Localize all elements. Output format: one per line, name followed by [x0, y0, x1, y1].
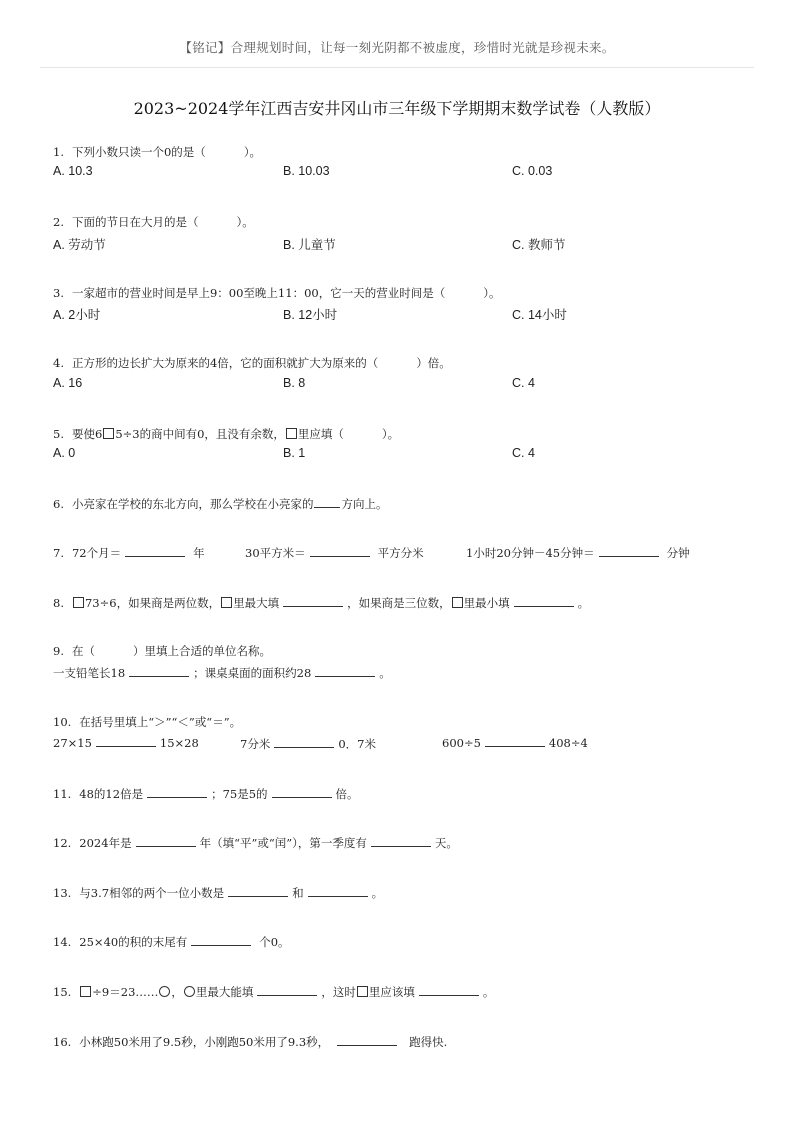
question-text: 下列小数只读一个0的是（: [71, 145, 206, 159]
box-symbol: [80, 986, 91, 997]
answer-blank[interactable]: [147, 787, 207, 798]
question-text: 下面的节日在大月的是（: [71, 215, 199, 229]
question-number: 2.: [53, 215, 64, 229]
answer-blank[interactable]: [315, 666, 375, 677]
option-c[interactable]: C. 4: [512, 376, 535, 390]
question-text: 2024年是: [79, 836, 132, 850]
question-text: 天。: [434, 836, 458, 850]
question-number: 6.: [53, 497, 64, 511]
question-text: 在（: [71, 644, 95, 658]
box-symbol: [452, 597, 463, 608]
question-7-part-3: [466, 545, 690, 561]
question-text: 小亮家在学校的东北方向，那么学校在小亮家的: [71, 497, 314, 511]
question-10: [53, 714, 241, 730]
question-text: 年（填“平”或“闰”），第一季度有: [199, 836, 367, 850]
question-10-comparison-1: [53, 736, 199, 750]
question-7-part-2: [245, 545, 424, 561]
question-text: ）。: [236, 215, 254, 229]
question-number: 5.: [53, 427, 64, 441]
question-text: 0．7米: [338, 737, 376, 751]
answer-blank[interactable]: [314, 497, 340, 508]
question-text: ，这时: [321, 985, 356, 999]
question-text: 在括号里填上“＞”“＜”或“＝”。: [79, 715, 242, 729]
question-1: [53, 144, 261, 160]
question-number: 13.: [53, 886, 72, 900]
answer-blank[interactable]: [125, 546, 185, 557]
answer-blank[interactable]: [485, 736, 545, 747]
answer-blank[interactable]: [308, 886, 368, 897]
question-14: [53, 934, 290, 950]
answer-blank[interactable]: [136, 836, 196, 847]
question-text: 方向上。: [341, 497, 388, 511]
answer-blank[interactable]: [599, 546, 659, 557]
question-6: [53, 496, 387, 512]
option-a[interactable]: A. 劳动节: [53, 238, 106, 252]
box-symbol: [286, 428, 297, 439]
box-symbol: [221, 597, 232, 608]
answer-blank[interactable]: [371, 836, 431, 847]
question-9-line-2: [53, 665, 391, 681]
question-text: 里应填（: [297, 427, 344, 441]
question-15: [53, 984, 494, 1000]
question-text: 一家超市的营业时间是早上9：00至晚上11：00，它一天的营业时间是（: [71, 286, 446, 300]
question-text: 年: [193, 546, 205, 560]
question-text: ）。: [243, 145, 262, 159]
question-7: [53, 545, 205, 561]
exam-title: 2023~2024学年江西吉安井冈山市三年级下学期期末数学试卷（人教版）: [133, 99, 661, 118]
question-text: 15×28: [159, 736, 199, 750]
circle-symbol: [184, 986, 195, 997]
question-text: 正方形的边长扩大为原来的4倍，它的面积就扩大为原来的（: [71, 356, 379, 370]
question-text: 30平方米＝: [245, 546, 306, 560]
option-b[interactable]: B. 8: [283, 376, 306, 390]
answer-blank[interactable]: [419, 985, 479, 996]
question-text: 5÷3的商中间有0，且没有余数，: [115, 427, 285, 441]
question-text: 小林跑50米用了9.5秒，小刚跑50米用了9.3秒，: [79, 1035, 330, 1049]
question-number: 12.: [53, 836, 72, 850]
question-10-comparison-3: [442, 736, 588, 750]
question-8: [53, 595, 589, 611]
answer-blank[interactable]: [283, 596, 343, 607]
answer-blank[interactable]: [337, 1035, 397, 1046]
question-text: ，如果商是三位数，: [347, 596, 451, 610]
answer-blank[interactable]: [514, 596, 574, 607]
question-text: 48的12倍是: [79, 787, 144, 801]
question-10-comparison-2: [240, 736, 376, 752]
question-text: 。: [482, 985, 495, 999]
option-a[interactable]: A. 10.3: [53, 164, 93, 178]
question-text: 与3.7相邻的两个一位小数是: [79, 886, 225, 900]
question-number: 9.: [53, 644, 64, 658]
question-text: 7分米: [240, 737, 271, 751]
question-text: 408÷4: [548, 736, 588, 750]
question-9: [53, 643, 271, 659]
question-text: 个0。: [259, 935, 290, 949]
question-3: [53, 285, 500, 301]
option-b[interactable]: B. 1: [283, 446, 306, 460]
question-11: [53, 786, 359, 802]
question-text: 里最大填: [233, 596, 280, 610]
question-number: 3.: [53, 286, 64, 300]
answer-blank[interactable]: [257, 985, 317, 996]
question-text: 一支铅笔长18: [53, 666, 126, 680]
option-c[interactable]: C. 教师节: [512, 238, 566, 252]
option-b[interactable]: B. 12小时: [283, 308, 338, 322]
question-text: 。: [379, 666, 391, 680]
question-text: 倍。: [335, 787, 359, 801]
question-text: 和: [292, 886, 304, 900]
question-number: 11.: [53, 787, 72, 801]
question-number: 16.: [53, 1035, 72, 1049]
question-text: 里最大能填: [195, 985, 254, 999]
answer-blank[interactable]: [96, 736, 156, 747]
question-text: 平方分米: [377, 546, 424, 560]
header-motto: 【铭记】合理规划时间，让每一刻光阴都不被虚度，珍惜时光就是珍视未来。: [179, 40, 615, 55]
answer-blank[interactable]: [191, 935, 251, 946]
question-text: 跑得快.: [409, 1035, 448, 1049]
question-4: [53, 355, 451, 371]
option-c[interactable]: C. 0.03: [512, 164, 553, 178]
question-number: 14.: [53, 935, 72, 949]
box-symbol: [73, 597, 84, 608]
option-c[interactable]: C. 14小时: [512, 308, 567, 322]
question-text: 27×15: [53, 736, 92, 750]
option-a[interactable]: A. 0: [53, 446, 76, 460]
question-text: ；课桌桌面的面积约28: [193, 666, 312, 680]
question-number: 4.: [53, 356, 64, 370]
question-text: 600÷5: [442, 736, 481, 750]
answer-blank[interactable]: [310, 546, 370, 557]
question-text: 要使6: [71, 427, 103, 441]
question-number: 10.: [53, 715, 72, 729]
question-text: 。: [577, 596, 590, 610]
question-12: [53, 835, 458, 851]
answer-blank[interactable]: [129, 666, 189, 677]
question-13: [53, 885, 383, 901]
question-16: [53, 1034, 447, 1050]
question-number: 1.: [53, 145, 64, 159]
question-text: ）里填上合适的单位名称。: [132, 644, 271, 658]
question-number: 8.: [53, 596, 64, 610]
circle-symbol: [159, 986, 170, 997]
answer-blank[interactable]: [272, 787, 332, 798]
question-text: ；75是5的: [211, 787, 268, 801]
question-text: 。: [371, 886, 384, 900]
question-text: 1小时20分钟－45分钟＝: [466, 546, 595, 560]
option-b[interactable]: B. 10.03: [283, 164, 330, 178]
question-number: 15.: [53, 985, 72, 999]
question-text: 73÷6，如果商是两位数，: [84, 596, 221, 610]
header-divider: [40, 67, 754, 68]
box-symbol: [357, 986, 368, 997]
answer-blank[interactable]: [228, 886, 288, 897]
question-text: ）倍。: [416, 356, 451, 370]
box-symbol: [103, 428, 114, 439]
question-text: 25×40的积的末尾有: [79, 935, 188, 949]
option-a[interactable]: A. 16: [53, 376, 83, 390]
question-text: ）。: [483, 286, 501, 300]
answer-blank[interactable]: [274, 737, 334, 748]
question-text: 里最小填: [463, 596, 510, 610]
question-number: 7.: [53, 546, 64, 560]
option-a[interactable]: A. 2小时: [53, 308, 101, 322]
question-2: [53, 214, 254, 230]
option-c[interactable]: C. 4: [512, 446, 535, 460]
question-text: ）。: [381, 427, 400, 441]
question-text: ，: [171, 985, 183, 999]
option-b[interactable]: B. 儿童节: [283, 238, 336, 252]
question-text: 分钟: [666, 546, 690, 560]
question-text: ÷9＝23……: [92, 985, 159, 999]
question-text: 72个月＝: [71, 546, 122, 560]
question-5: [53, 426, 399, 442]
question-text: 里应该填: [368, 985, 415, 999]
